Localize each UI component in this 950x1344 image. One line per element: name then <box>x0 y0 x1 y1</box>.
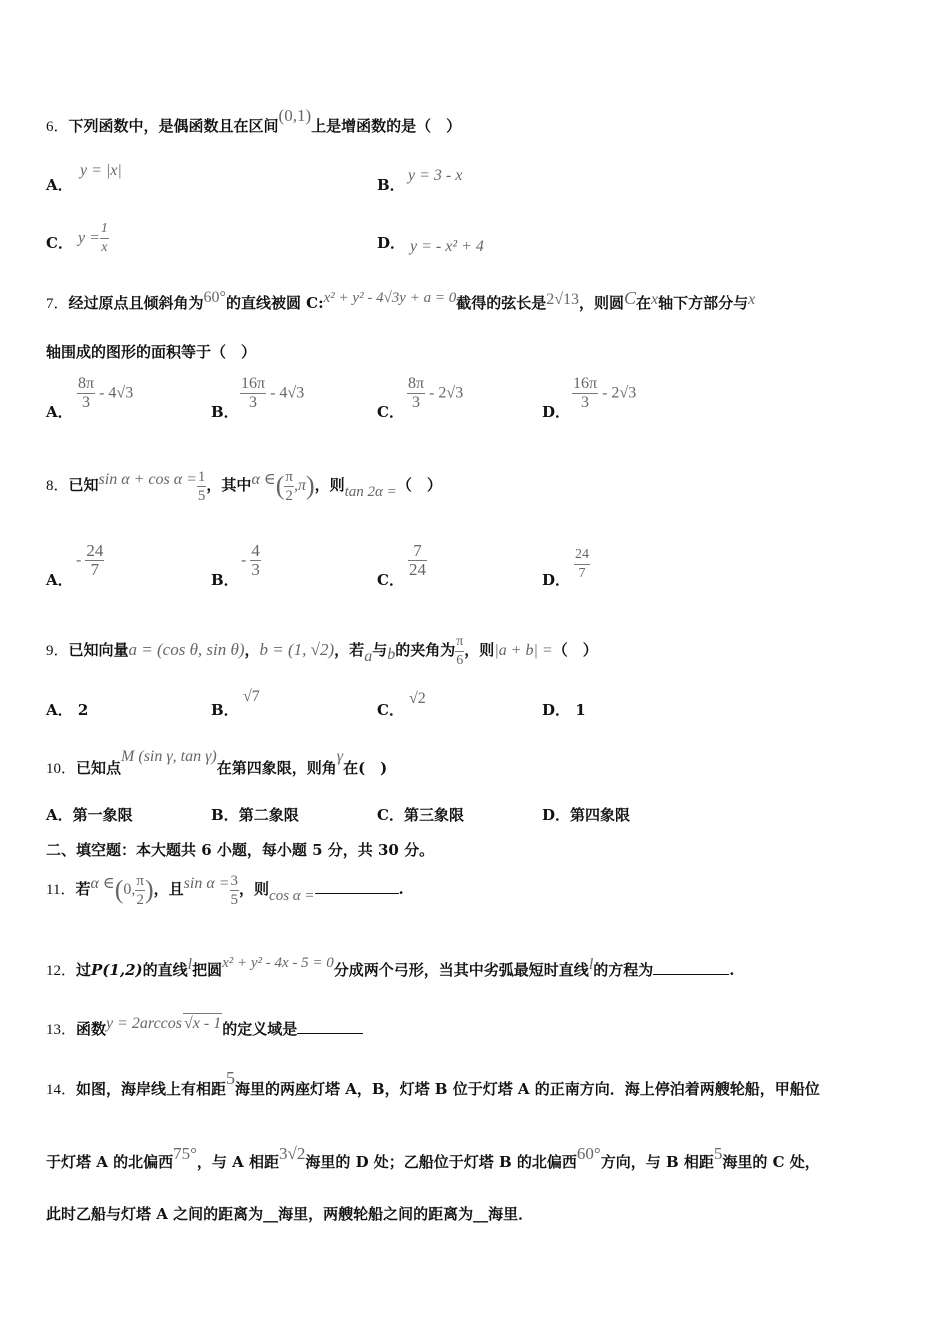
q6-option-a[interactable]: A． <box>46 176 73 194</box>
q7-option-c[interactable]: C． <box>377 403 404 421</box>
q9-option-c-value: √2 <box>409 690 426 707</box>
q6-stem: 6．下列函数中，是偶函数且在区间(0,1)上是增函数的是（ ） <box>46 106 462 135</box>
q10-option-c[interactable]: C．第三象限 <box>377 806 464 824</box>
section-heading: 二、填空题：本大题共 6 小题，每小题 5 分，共 30 分。 <box>46 841 435 859</box>
q14-stem-line1: 14．如图，海岸线上有相距5海里的两座灯塔 A，B，灯塔 B 位于灯塔 A 的正南方向．海上停泊着两艘轮船，甲船位 <box>46 1068 820 1098</box>
q8-option-a[interactable]: A． <box>46 571 73 589</box>
q7-option-d-expr: $\frac{16\pi}{3}$ - 2√3 <box>573 375 637 411</box>
q6-option-d-expr: y = - x² + 4 <box>410 238 484 255</box>
q12-stem: 12．过P(1,2)的直线l把圆x² + y² - 4x - 5 = 0分成两个弓形，当其中劣弧最短时直线l的方程为 . <box>46 955 735 979</box>
q7-option-c-expr: $\frac{8\pi}{3}$ - 2√3 <box>408 375 464 411</box>
q7-stem: 7．经过原点且倾斜角为60°的直线被圆 C:x² + y² - 4√3y + a = 0截得的弦长是2√13，则圆C在x轴下方部分与x <box>46 288 756 312</box>
q13-stem: 13．函数y = 2arccos √x - 1的定义域是 <box>46 1019 363 1040</box>
q14-stem-line2: 于灯塔 A 的北偏西75°，与 A 相距3√2海里的 D 处；乙船位于灯塔 B 的北偏西60°方向，与 B 相距5海里的 C 处， <box>46 1144 820 1171</box>
q7-option-b-expr: $\frac{16\pi}{3}$ - 4√3 <box>241 375 305 411</box>
q10-stem: 10．已知点M (sin γ, tan γ)在第四象限，则角γ在( ) <box>46 748 388 777</box>
q6-option-b[interactable]: B． <box>377 176 405 194</box>
q7-option-d[interactable]: D． <box>542 403 571 421</box>
q8-option-d[interactable]: D． <box>542 571 571 589</box>
q6-option-a-expr: y = |x| <box>80 162 122 179</box>
q9-option-b-value: √7 <box>243 688 260 705</box>
q6-option-b-expr: y = 3 - x <box>408 167 463 184</box>
q8-option-d-expr: $\frac{24}{7}$ <box>575 547 589 581</box>
q8-stem: 8．已知sin α + cos α = $\frac{1}{5}$ ，其中α ∈( $\frac{\pi}{2}$ ,π)，则tan 2α =（ ） <box>46 468 442 504</box>
q12-answer-blank[interactable] <box>653 974 729 975</box>
q8-option-c-expr: $\frac{7}{24}$ <box>409 541 426 579</box>
q6-option-c-expr: y = $\frac{1}{x}$ <box>78 221 108 255</box>
q8-option-b[interactable]: B． <box>211 571 239 589</box>
q10-option-b[interactable]: B．第二象限 <box>211 806 299 824</box>
q7-stem-cont: 轴围成的图形的面积等于（ ） <box>46 343 257 361</box>
q8-option-b-expr: - $\frac{4}{3}$ <box>241 541 260 579</box>
q9-option-d[interactable]: D． 1 <box>542 701 586 719</box>
q9-option-b[interactable]: B． <box>211 701 239 719</box>
q7-option-a[interactable]: A． <box>46 403 73 421</box>
q6-number: 6． <box>46 119 69 135</box>
q7-option-a-expr: $\frac{8\pi}{3}$ - 4√3 <box>78 375 134 411</box>
q10-option-a[interactable]: A．第一象限 <box>46 806 133 824</box>
q6-interval: (0,1) <box>278 106 312 125</box>
q8-option-c[interactable]: C． <box>377 571 404 589</box>
q10-option-d[interactable]: D．第四象限 <box>542 806 631 824</box>
q6-option-c[interactable]: C． <box>46 234 73 252</box>
q9-stem: 9．已知向量a = (cos θ, sin θ)，b = (1, √2)，若a与b的夹角为 $\frac{\pi}{6}$ ，则|a + b| =（ ） <box>46 633 598 668</box>
q8-option-a-expr: - $\frac{24}{7}$ <box>76 541 104 579</box>
q11-stem: 11．若α ∈(0, $\frac{\pi}{2}$ )，且sin α = $\frac{3}{5}$ ，则cos α = . <box>46 872 404 908</box>
q9-option-c[interactable]: C． <box>377 701 404 719</box>
q13-answer-blank[interactable] <box>297 1033 363 1034</box>
q11-answer-blank[interactable] <box>315 893 399 894</box>
q7-option-b[interactable]: B． <box>211 403 239 421</box>
q6-option-d[interactable]: D． <box>377 234 406 252</box>
q9-option-a[interactable]: A． 2 <box>46 701 89 719</box>
q14-stem-line3: 此时乙船与灯塔 A 之间的距离为__海里，两艘轮船之间的距离为__海里． <box>46 1205 534 1223</box>
